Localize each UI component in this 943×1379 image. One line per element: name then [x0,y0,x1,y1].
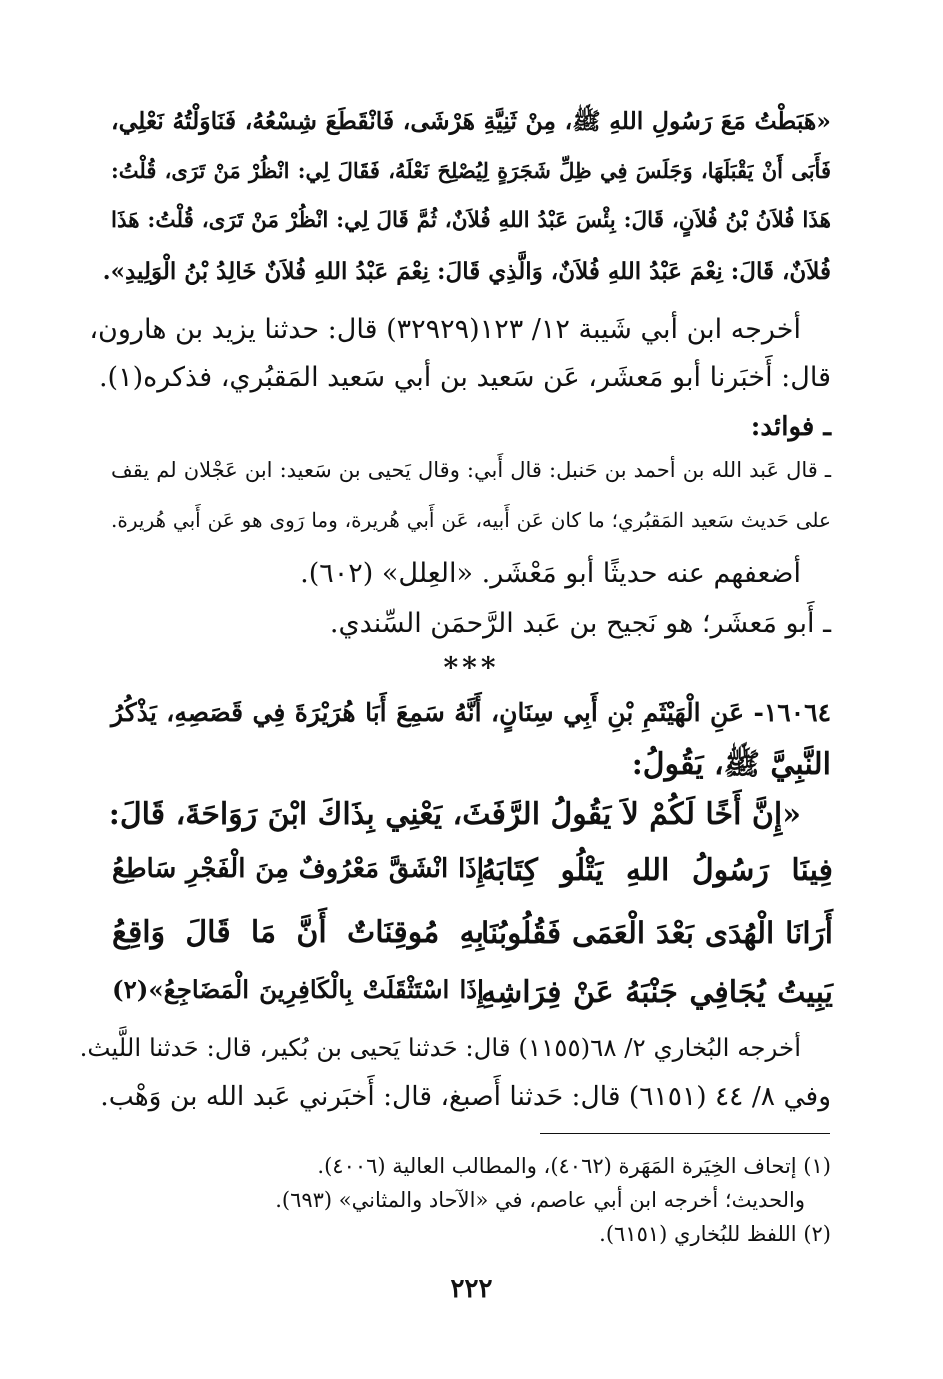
benefit-line-4: ـ أَبو مَعشَر؛ هو نَجيح بن عَبد الرَّحمَن السِّندي. [329,608,831,639]
benefits-heading: ـ فوائد: [750,412,831,442]
verse-2-first-hemistich: أَرَانَا الْهُدَى بَعْدَ الْعَمَى فَقُلُوبُنَا [481,915,833,950]
footnote-2: (٢) اللفظ للبُخاري (٦١٥١). [599,1222,831,1246]
benefit-line-2: على حَديث سَعيد المَقبُري؛ ما كان عَن أَبيه، عَن أَبي هُريرة، وما رَوى هو عَن أَبي هُريرة. [111,508,831,532]
footnote-1: (١) إتحاف الخِيَرة المَهَرة (٤٠٦٢)، والمطالب العالية (٤٠٠٦). [317,1154,831,1178]
page-number: ٢٢٢ [450,1274,493,1304]
footnote-divider [540,1133,830,1134]
verse-2-second-hemistich: بِهِ مُوقِنَاتٌ أَنَّ مَا قَالَ وَاقِعُ [112,915,484,950]
verse-1-first-hemistich: فِينَا رَسُولُ اللهِ يَتْلُو كِتَابَهُ [481,853,833,888]
hadith-text-line-4: فُلاَنٌ، قَالَ: نِعْمَ عَبْدُ اللهِ فُلاَنٌ، وَالَّذِي قَالَ: نِعْمَ عَبْدُ اللهِ فُلاَنٌ خَالِدُ بْنُ الْوَلِيدِ». [102,258,831,285]
takhrij-line-1: أخرجه ابن أبي شَيبة ١٢/ ١٢٣(٣٢٩٢٩) قال: حدثنا يزيد بن هارون، [89,314,801,345]
takhrij-2-line-2: وفي ٨/ ٤٤ (٦١٥١) قال: حَدثنا أَصبغ، قال: أَخبَرني عَبد الله بن وَهْب. [100,1081,831,1112]
section-separator-stars: *** [443,651,500,684]
verse-1-second-hemistich: إِذَا انْشَقَّ مَعْرُوفٌ مِنَ الْفَجْرِ سَاطِعُ [112,854,484,884]
footnote-1-continued: والحديث؛ أخرجه ابن أبي عاصم، في «الآحاد والمثاني» (٦٩٣). [275,1188,805,1212]
benefit-line-3: أضعفهم عنه حديثًا أبو مَعْشَر. «العِلل» (٦٠٢). [300,558,801,589]
hadith-16064-line-2: النَّبِيَّ ﷺ، يَقُولُ: [631,747,831,782]
hadith-text-line-2: فَأَبَى أَنْ يَقْبَلَهَا، وَجَلَسَ فِي ظِلِّ شَجَرَةٍ لِيُصْلِحَ نَعْلَهُ، فَقَالَ لِي: انْظُرْ مَنْ تَرَى، قُلْتُ: [111,158,831,183]
hadith-text-line-3: هَذَا فُلاَنُ بْنُ فُلاَنٍ، قَالَ: بِئْسَ عَبْدُ اللهِ فُلاَنٌ، ثُمَّ قَالَ لِي: انْظُرْ مَنْ تَرَى، قُلْتُ: هَذَا [111,208,831,233]
takhrij-line-2: قال: أَخبَرنا أبو مَعشَر، عَن سَعيد بن أبي سَعيد المَقبُري، فذكره(١). [98,362,831,393]
verse-3-first-hemistich: يَبِيتُ يُجَافِي جَنْبَهُ عَنْ فِرَاشِهِ [481,975,833,1010]
verse-3-second-hemistich: إِذَا اسْتَثْقَلَتْ بِالْكَافِرِينَ الْمَضَاجِعُ»(٢) [112,975,484,1004]
hadith-16064-line-1: ١٦٠٦٤- عَنِ الْهَيْثَمِ بْنِ أَبِي سِنَانٍ، أَنَّهُ سَمِعَ أَبَا هُرَيْرَةَ فِي قَصَصِهِ، يَذْكُرُ [111,698,831,727]
benefit-line-1: ـ قال عَبد الله بن أحمد بن حَنبل: قال أَبي: وقال يَحيى بن سَعيد: ابن عَجْلان لم يقف [111,458,831,482]
takhrij-2-line-1: أخرجه البُخاري ٢/ ٦٨(١١٥٥) قال: حَدثنا يَحيى بن بُكير، قال: حَدثنا اللَّيث. [79,1033,801,1062]
hadith-text-line-1: «هَبَطْتُ مَعَ رَسُولِ اللهِ ﷺ، مِنْ ثَنِيَّةِ هَرْشَى، فَانْقَطَعَ شِسْعُهُ، فَنَاوَلْتُهُ نَعْلِي، [111,107,831,135]
hadith-16064-quote: «إِنَّ أَخًا لَكُمْ لاَ يَقُولُ الرَّفَثَ، يَعْنِي بِذَاكَ ابْنَ رَوَاحَةَ، قَالَ: [108,797,801,832]
